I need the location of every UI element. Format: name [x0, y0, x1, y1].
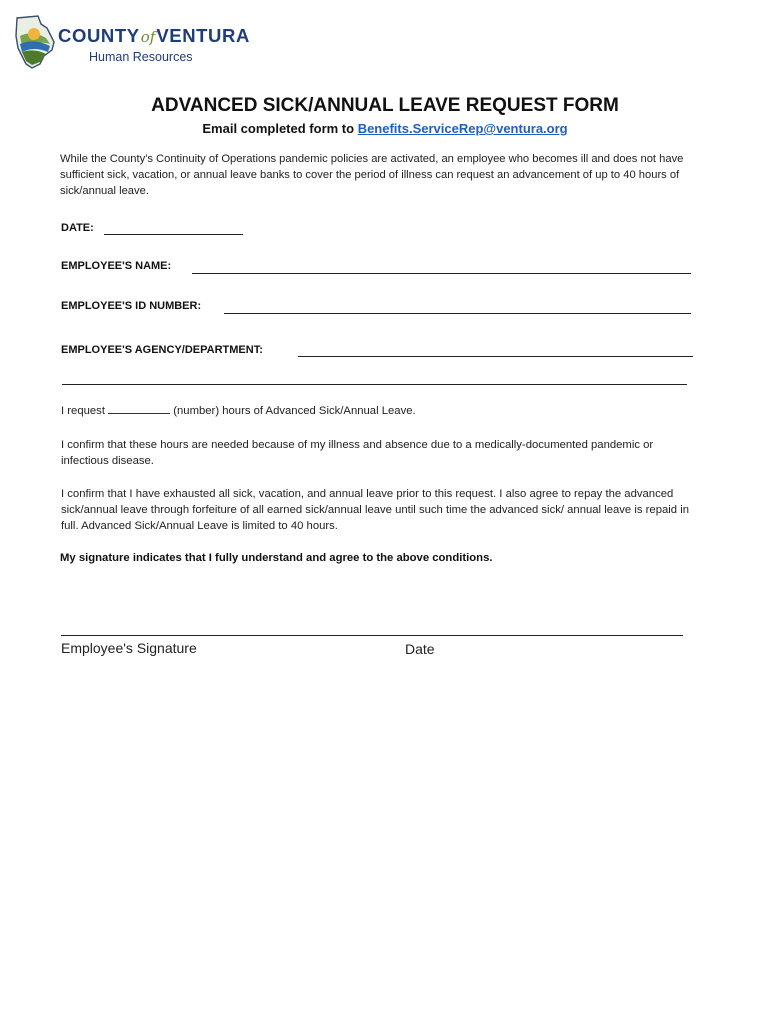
signature-date-label: Date: [405, 641, 435, 657]
request-hours-line: [61, 403, 701, 419]
employee-name-line[interactable]: [192, 273, 691, 274]
brand-ventura: VENTURA: [156, 25, 250, 46]
signature-label: Employee's Signature: [61, 640, 197, 656]
county-seal-map-icon: [14, 14, 56, 70]
confirm-illness-paragraph: I confirm that these hours are needed because of my illness and absence due to a medically-documented pandemic or infectious disease.: [61, 439, 654, 467]
date-field-line[interactable]: [104, 234, 243, 235]
agency-department-line[interactable]: [298, 356, 693, 357]
email-prefix: Email completed form to: [202, 121, 358, 136]
email-instruction: [0, 121, 770, 136]
brand-subtitle: Human Resources: [89, 50, 193, 64]
intro-paragraph: While the County's Continuity of Operations pandemic policies are activated, an employee who becomes ill and does not have sufficient sick, vacation, or annual leave banks to cover the period of illness can request an advancement of up to 40 hours of sick/annual leave.: [60, 153, 684, 197]
agency-department-label: EMPLOYEE'S AGENCY/DEPARTMENT:: [61, 344, 263, 356]
agency-department-line-2[interactable]: [62, 384, 687, 385]
employee-id-label: EMPLOYEE'S ID NUMBER:: [61, 300, 202, 312]
signature-line[interactable]: [61, 635, 683, 636]
employee-name-label: EMPLOYEE'S NAME:: [61, 260, 172, 272]
request-suffix: (number) hours of Advanced Sick/Annual Leave.: [173, 405, 416, 417]
brand-county: COUNTY: [58, 25, 140, 46]
brand-of: of: [140, 28, 156, 46]
form-title: ADVANCED SICK/ANNUAL LEAVE REQUEST FORM: [151, 95, 619, 116]
email-link[interactable]: Benefits.ServiceRep@ventura.org: [357, 121, 568, 136]
date-field-label: DATE:: [61, 222, 94, 234]
agreement-statement: My signature indicates that I fully understand and agree to the above conditions.: [60, 552, 493, 564]
employee-id-line[interactable]: [224, 313, 691, 314]
confirm-repay-paragraph: I confirm that I have exhausted all sick, vacation, and annual leave prior to this request. I also agree to repay the advanced sick/annual leave through forfeiture of all earned sick/annual leave until such time the advanced sick/ annual leave is repaid in full. Advanced Sick/Annual Leave is limited to 40 hours.: [61, 488, 689, 532]
brand-name: [58, 25, 250, 47]
request-prefix: I request: [61, 405, 105, 417]
hours-blank[interactable]: [108, 404, 170, 414]
